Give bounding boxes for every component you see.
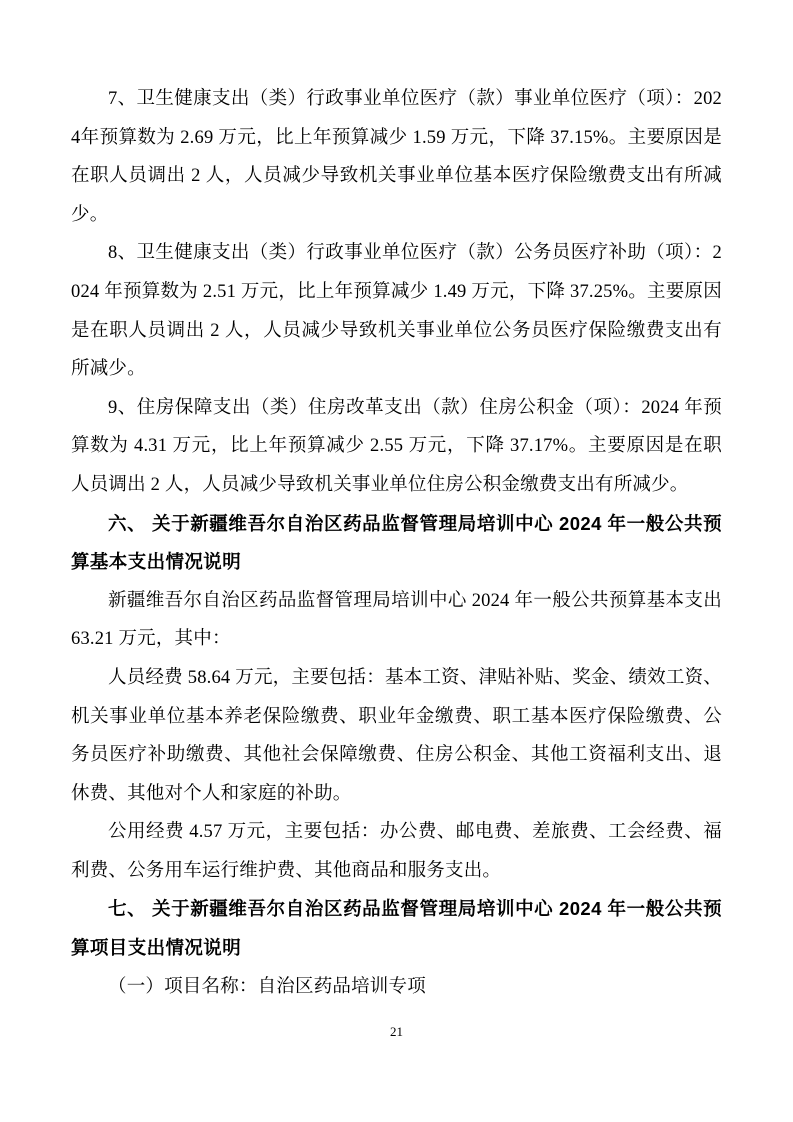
- page-number: 21: [390, 1024, 403, 1039]
- section-heading-7-project-expenditure: 七、 关于新疆维吾尔自治区药品监督管理局培训中心 2024 年一般公共预算项目支出情况说明: [71, 898, 722, 959]
- paragraph-housing-expense-item-9: 9、住房保障支出（类）住房改革支出（款）住房公积金（项）：2024 年预算数为 4.31 万元，比上年预算减少 2.55 万元，下降 37.17%。主要原因是在职人员调出 2 人，人员减少导致机关事业单位住房公积金缴费支出有所减少。: [71, 397, 722, 495]
- paragraph-basic-expenditure-total: 新疆维吾尔自治区药品监督管理局培训中心 2024 年一般公共预算基本支出 63.21 万元，其中：: [71, 590, 722, 650]
- section-heading-6-basic-expenditure: 六、 关于新疆维吾尔自治区药品监督管理局培训中心 2024 年一般公共预算基本支出情况说明: [71, 512, 722, 573]
- paragraph-project-name: （一）项目名称：自治区药品培训专项: [108, 976, 426, 997]
- paragraph-health-expense-item-8: 8、卫生健康支出（类）行政事业单位医疗（款）公务员医疗补助（项）：2024 年预算数为 2.51 万元，比上年预算减少 1.49 万元，下降 37.25%。主要原因是在职人员调出 2 人，人员减少导致机关事业单位公务员医疗保险缴费支出有所减少。: [71, 243, 722, 380]
- document-body: [71, 80, 722, 1006]
- paragraph-health-expense-item-7: 7、卫生健康支出（类）行政事业单位医疗（款）事业单位医疗（项）：2024年预算数为 2.69 万元，比上年预算减少 1.59 万元，下降 37.15%。主要原因是在职人员调出 2 人，人员减少导致机关事业单位基本医疗保险缴费支出有所减少。: [71, 89, 722, 225]
- paragraph-personnel-funds: 人员经费 58.64 万元，主要包括：基本工资、津贴补贴、奖金、绩效工资、机关事业单位基本养老保险缴费、职业年金缴费、职工基本医疗保险缴费、公务员医疗补助缴费、其他社会保障缴费、住房公积金、其他工资福利支出、退休费、其他对个人和家庭的补助。: [71, 667, 722, 804]
- paragraph-public-funds: 公用经费 4.57 万元，主要包括：办公费、邮电费、差旅费、工会经费、福利费、公务用车运行维护费、其他商品和服务支出。: [71, 822, 722, 881]
